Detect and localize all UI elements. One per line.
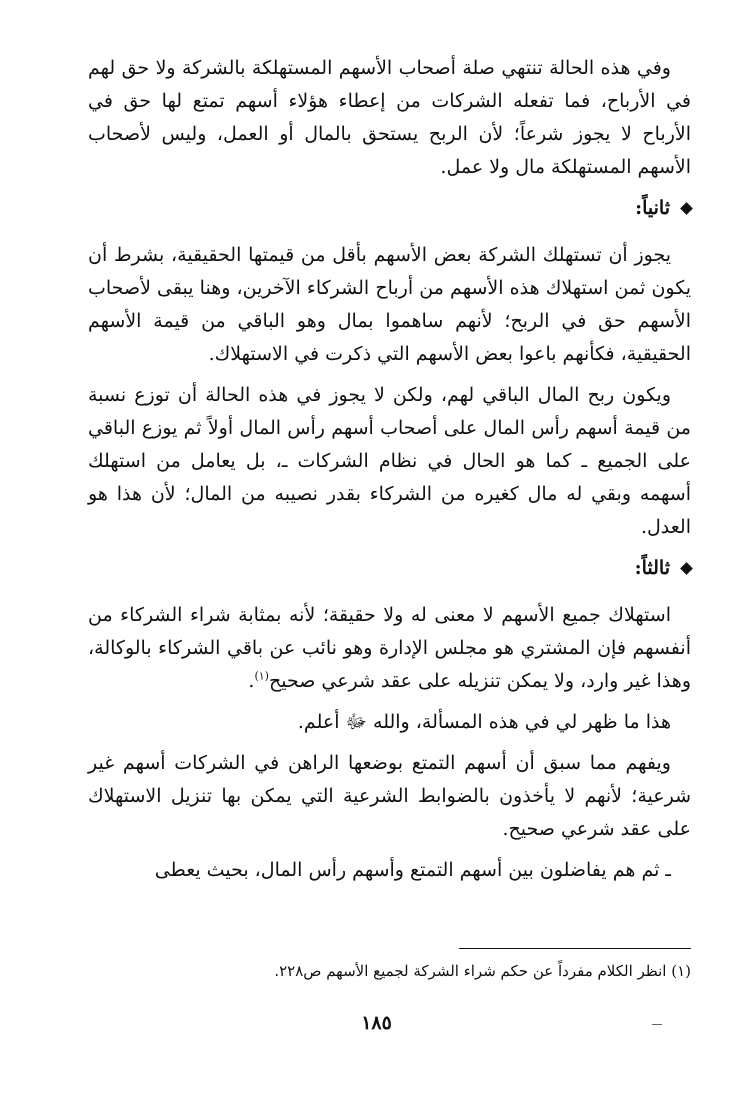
page-number: ١٨٥ [361, 1012, 392, 1034]
paragraph-1: وفي هذه الحالة تنتهي صلة أصحاب الأسهم المستهلكة بالشركة ولا حق لهم في الأرباح، فما تفعله الشركات من إعطاء هؤلاء أسهم تمتع لها حق في الأرباح لا يجوز شرعاً؛ لأن الربح يستحق بالمال أو العمل، وليس لأصحاب الأسهم المستهلكة مال ولا عمل. [88, 57, 691, 178]
section-heading-third [88, 552, 691, 585]
main-text [88, 52, 691, 895]
paragraph-3: ويكون ربح المال الباقي لهم، ولكن لا يجوز في هذه الحالة أن توزع نسبة من قيمة أسهم رأس المال على أصحاب أسهم رأس المال أولاً ثم يوزع الباقي على الجميع ـ كما هو الحال في نظام الشركات ـ، بل يعامل من استهلك أسهمه وبقي له مال كغيره من الشركاء بقدر نصيبه من المال؛ لأن هذا هو العدل. [88, 384, 691, 538]
paragraph-7: ـ ثم هم يفاضلون بين أسهم التمتع وأسهم رأس المال، بحيث يعطى [154, 859, 671, 881]
paragraph-4-end: . [248, 670, 255, 692]
footnote: (١) انظر الكلام مفرداً عن حكم شراء الشركة لجميع الأسهم ص٢٢٨. [274, 962, 691, 980]
paragraph-5: هذا ما ظهر لي في هذه المسألة، والله ﷻ أعلم. [297, 711, 671, 733]
diamond-bullet-icon [680, 562, 693, 575]
footnote-reference[interactable]: (١) [254, 669, 269, 683]
paragraph-6: ويفهم مما سبق أن أسهم التمتع بوضعها الراهن في الشركات أسهم غير شرعية؛ لأنهم لا يأخذون بالضوابط الشرعية التي يمكن بها تنزيل الاستهلاك على عقد شرعي صحيح. [88, 752, 691, 840]
footnote-divider [459, 948, 691, 949]
paragraph-2: يجوز أن تستهلك الشركة بعض الأسهم بأقل من قيمتها الحقيقية، بشرط أن يكون ثمن استهلاك هذه الأسهم من أرباح الشركاء الآخرين، وهنا يبقى لأصحاب الأسهم حق في الربح؛ لأنهم ساهموا بمال وهو الباقي من قيمة الأسهم الحقيقية، فكأنهم باعوا بعض الأسهم التي ذكرت في الاستهلاك. [88, 244, 691, 365]
corner-mark [652, 1024, 662, 1025]
paragraph-4-text: استهلاك جميع الأسهم لا معنى له ولا حقيقة؛ لأنه بمثابة شراء الشركاء من أنفسهم فإن المشتري هو مجلس الإدارة وهو نائب عن باقي الشركاء بالوكالة، وهذا غير وارد، ولا يمكن تنزيله على عقد شرعي صحيح [88, 604, 691, 692]
heading-label: ثالثاً: [634, 557, 670, 579]
section-heading-second [88, 192, 691, 225]
diamond-bullet-icon [680, 202, 693, 215]
heading-label: ثانياً: [635, 197, 670, 219]
paragraph-4 [88, 599, 691, 698]
